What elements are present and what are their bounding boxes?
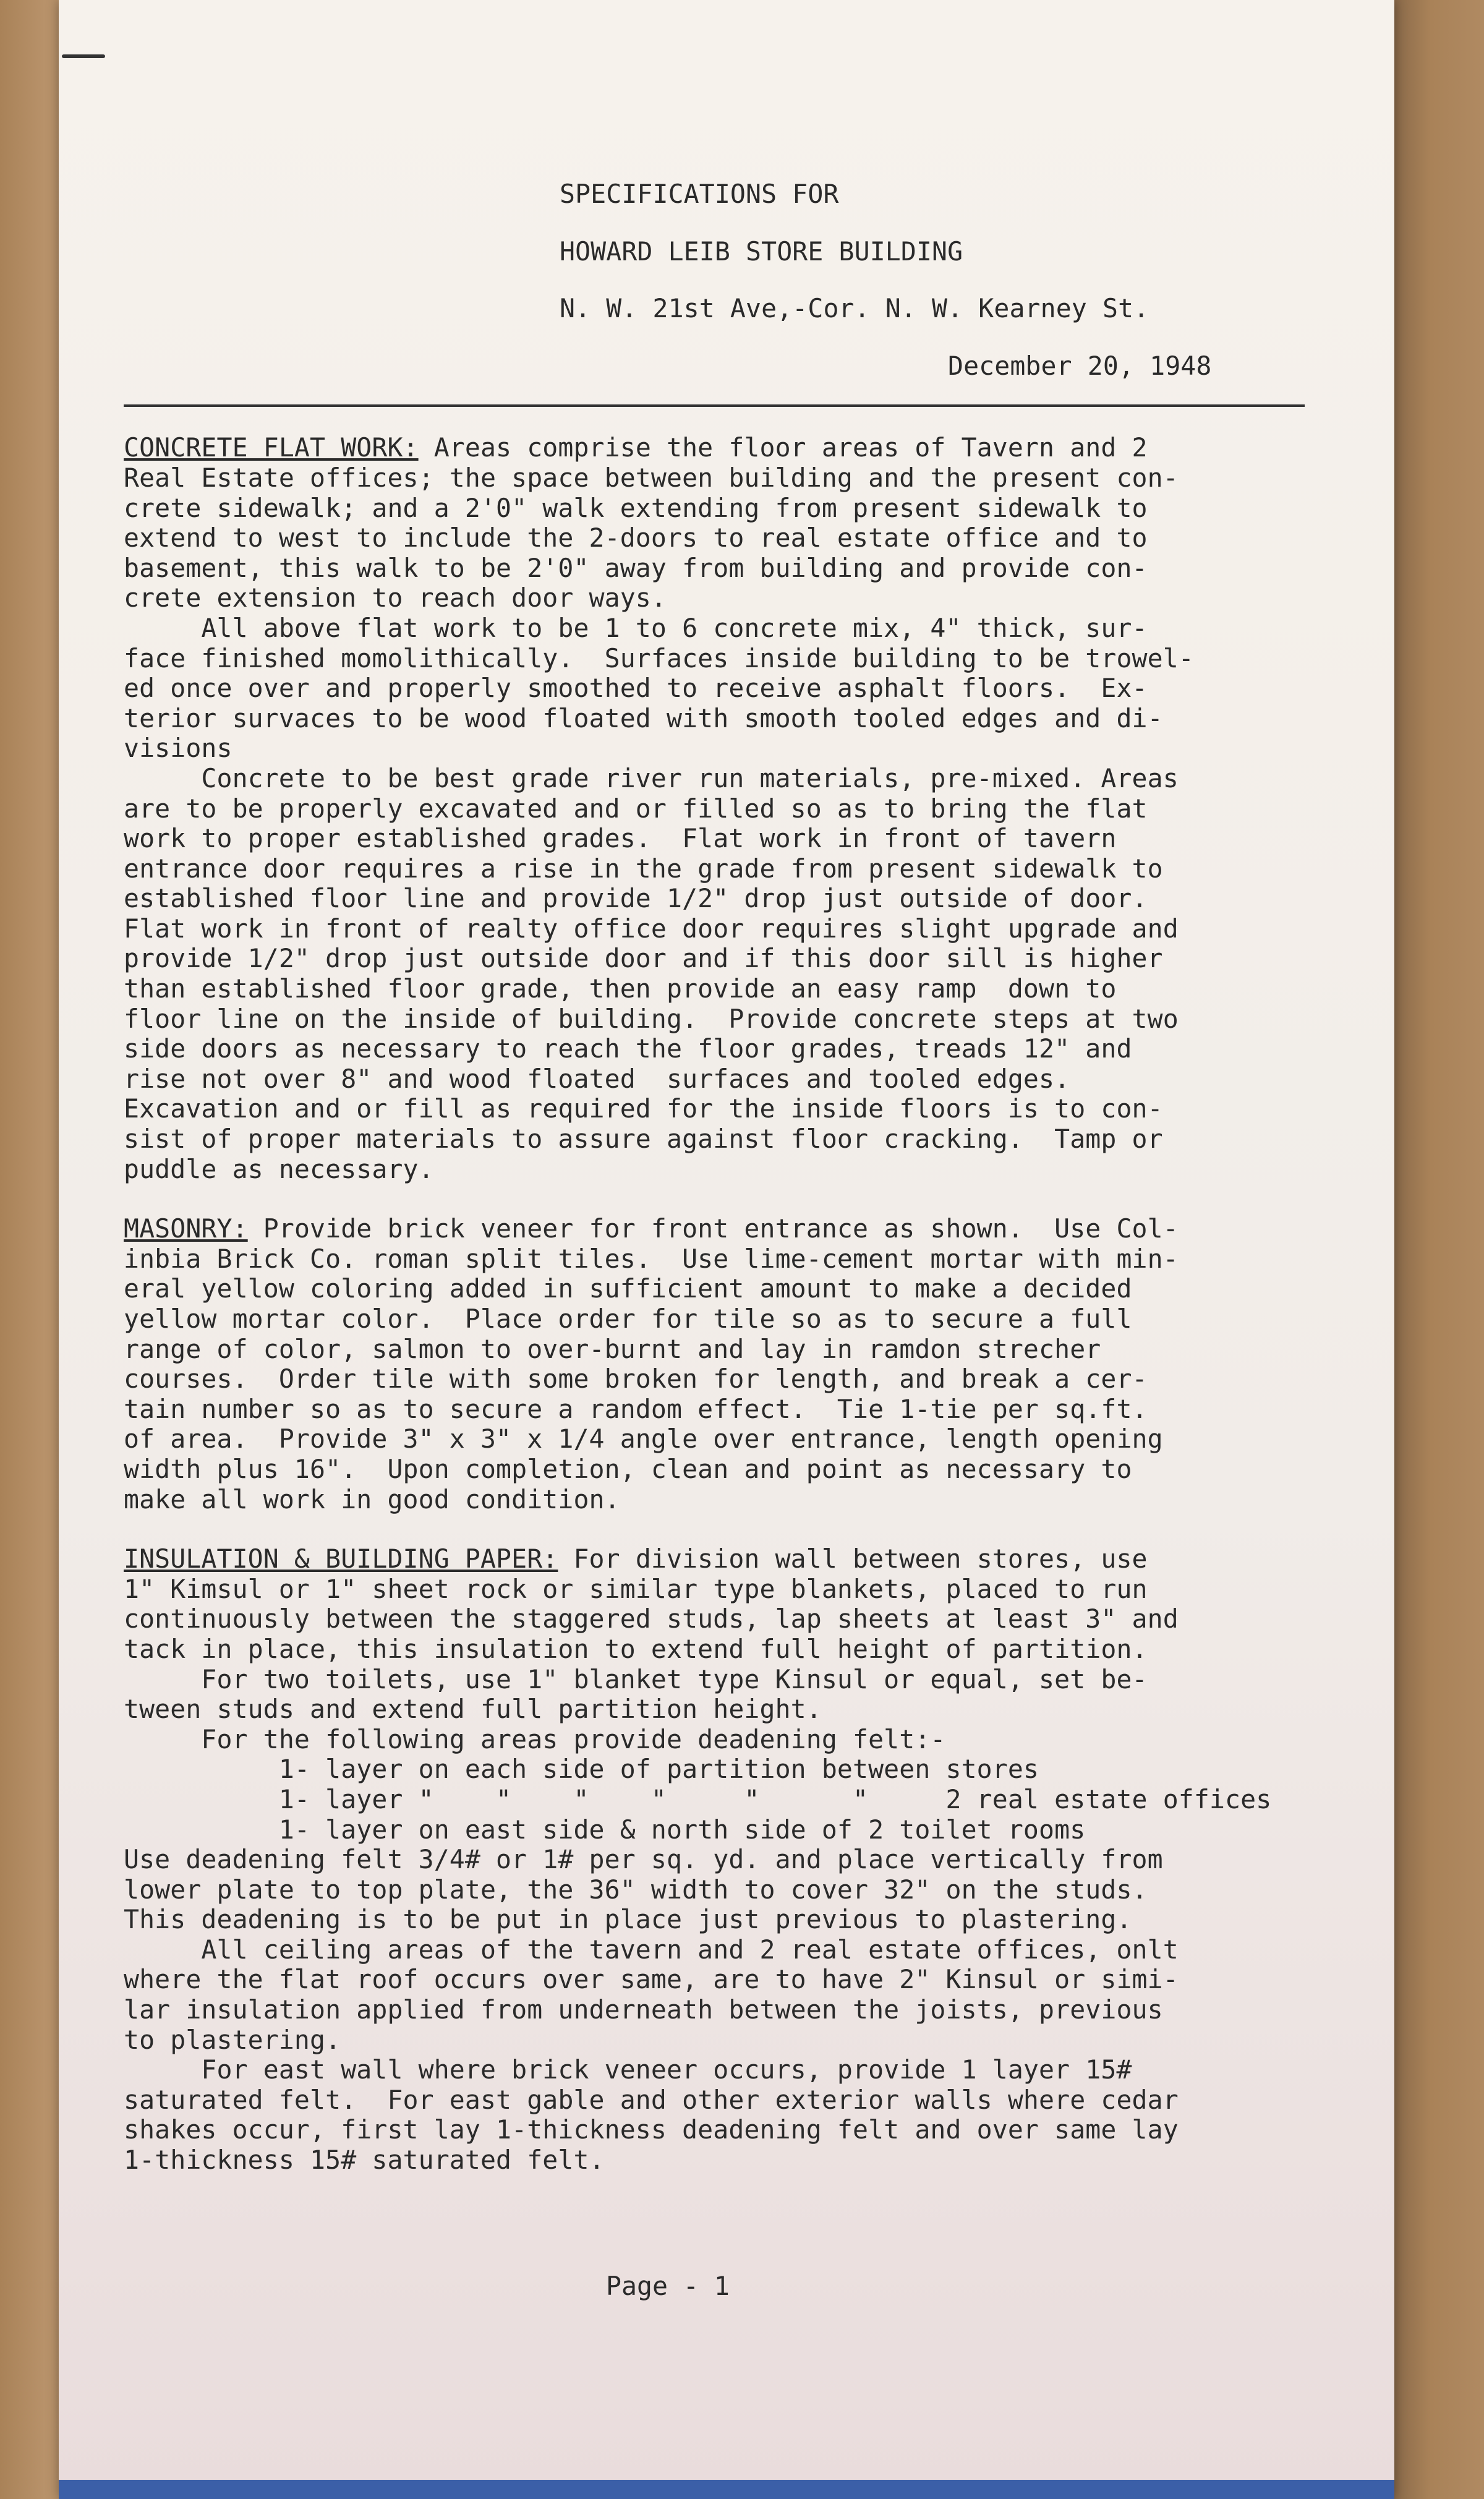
text-line: All above flat work to be 1 to 6 concrete mix, 4" thick, sur- [124,612,1148,643]
text-line: face finished momolithically. Surfaces inside building to be trowel- [124,643,1194,673]
text-line: inbia Brick Co. roman split tiles. Use lime-cement mortar with min- [124,1243,1179,1274]
document-body [124,179,1360,2176]
text-line: 1-thickness 15# saturated felt. [124,2145,605,2176]
text-line: tween studs and extend full partition height. [124,1694,822,1725]
binder-clip-mark [62,54,105,58]
section-masonry [124,1214,1360,1514]
text-line: work to proper established grades. Flat work in front of tavern [124,823,1117,854]
text-line: basement, this walk to be 2'0" away from building and provide con- [124,552,1148,583]
text-line: provide 1/2" drop just outside door and if this door sill is higher [124,943,1163,974]
text-line: extend to west to include the 2-doors to real estate office and to [124,523,1148,553]
text-line: floor line on the inside of building. Provide concrete steps at two [124,1003,1179,1034]
text-line: rise not over 8" and wood floated surfaces and tooled edges. [124,1063,1070,1094]
text-line: 1" Kimsul or 1" sheet rock or similar type blankets, placed to run [124,1573,1148,1604]
page-number: Page - 1 [606,2271,730,2301]
text-line: For division wall between stores, use [558,1544,1148,1574]
section-gap [124,1184,1360,1214]
section-insulation [124,1544,1360,2175]
text-line: yellow mortar color. Place order for tile so as to secure a full [124,1304,1132,1334]
text-line: side doors as necessary to reach the floor grades, treads 12" and [124,1033,1132,1064]
text-line: terior survaces to be wood floated with smooth tooled edges and di- [124,703,1163,733]
section-gap [124,1514,1360,1544]
text-line: For two toilets, use 1" blanket type Kinsul or equal, set be- [124,1664,1148,1694]
text-line: than established floor grade, then provide an easy ramp down to [124,973,1117,1004]
text-line: range of color, salmon to over-burnt and lay in ramdon strecher [124,1333,1101,1364]
text-line: sist of proper materials to assure against floor cracking. Tamp or [124,1124,1163,1155]
text-line: Real Estate offices; the space between building and the present con- [124,462,1179,493]
text-line: This deadening is to be put in place just previous to plastering. [124,1904,1132,1935]
text-line: Provide brick veneer for front entrance as shown. Use Col- [247,1213,1179,1244]
text-line: lar insulation applied from underneath between the joists, previous [124,1994,1163,2025]
bottom-blue-strip [59,2480,1394,2499]
text-line: courses. Order tile with some broken for length, and break a cer- [124,1364,1148,1395]
text-line: to plastering. [124,2024,341,2055]
text-line: For the following areas provide deadening felt:- [124,1724,946,1754]
text-line: of area. Provide 3" x 3" x 1/4 angle over entrance, length opening [124,1424,1163,1455]
text-line: eral yellow coloring added in sufficient amount to make a decided [124,1273,1132,1304]
text-line: entrance door requires a rise in the grade from present sidewalk to [124,853,1163,884]
text-line: 1- layer on each side of partition between stores [124,1754,1039,1785]
text-line: Excavation and or fill as required for the inside floors is to con- [124,1093,1163,1124]
text-line: established floor line and provide 1/2" drop just outside of door. [124,883,1148,914]
text-line: 1- layer " " " " " " 2 real estate offices [124,1783,1272,1814]
doc-building-name: HOWARD LEIB STORE BUILDING [560,236,963,267]
text-line: 1- layer on east side & north side of 2 toilet rooms [124,1814,1086,1845]
header-rule [124,404,1305,407]
text-line: Concrete to be best grade river run materials, pre-mixed. Areas [124,763,1179,793]
section-heading-insulation: INSULATION & BUILDING PAPER: [124,1544,558,1574]
text-line: shakes occur, first lay 1-thickness deadening felt and over same lay [124,2114,1179,2145]
text-line: where the flat roof occurs over same, are to have 2" Kinsul or simi- [124,1964,1179,1995]
text-line: crete extension to reach door ways. [124,583,667,613]
text-line: puddle as necessary. [124,1153,434,1184]
board-right-edge [1394,0,1484,2499]
text-line: visions [124,733,232,764]
text-line: saturated felt. For east gable and other exterior walls where cedar [124,2084,1179,2115]
text-line: are to be properly excavated and or filled so as to bring the flat [124,793,1148,824]
text-line: tain number so as to secure a random effect. Tie 1-tie per sq.ft. [124,1393,1148,1424]
text-line: For east wall where brick veneer occurs, provide 1 layer 15# [124,2054,1132,2085]
section-concrete [124,433,1360,1184]
text-line: width plus 16". Upon completion, clean and point as necessary to [124,1453,1132,1484]
section-heading-masonry: MASONRY: [124,1213,248,1244]
text-line: make all work in good condition. [124,1484,620,1514]
doc-date: December 20, 1948 [948,350,1212,381]
section-heading-concrete: CONCRETE FLAT WORK: [124,432,419,463]
text-line: ed once over and properly smoothed to receive asphalt floors. Ex- [124,673,1148,704]
text-line: lower plate to top plate, the 36" width to cover 32" on the studs. [124,1874,1148,1905]
text-line: tack in place, this insulation to extend full height of partition. [124,1633,1148,1664]
doc-address: N. W. 21st Ave,-Cor. N. W. Kearney St. [560,293,1149,324]
text-line: Use deadening felt 3/4# or 1# per sq. yd. and place vertically from [124,1844,1163,1875]
doc-title: SPECIFICATIONS FOR [560,179,839,209]
text-line: Areas comprise the floor areas of Tavern and 2 [418,432,1148,463]
text-line: Flat work in front of realty office door requires slight upgrade and [124,913,1179,944]
text-line: continuously between the staggered studs, lap sheets at least 3" and [124,1604,1179,1634]
text-line: All ceiling areas of the tavern and 2 real estate offices, onlt [124,1934,1179,1965]
text-line: crete sidewalk; and a 2'0" walk extending from present sidewalk to [124,492,1148,523]
